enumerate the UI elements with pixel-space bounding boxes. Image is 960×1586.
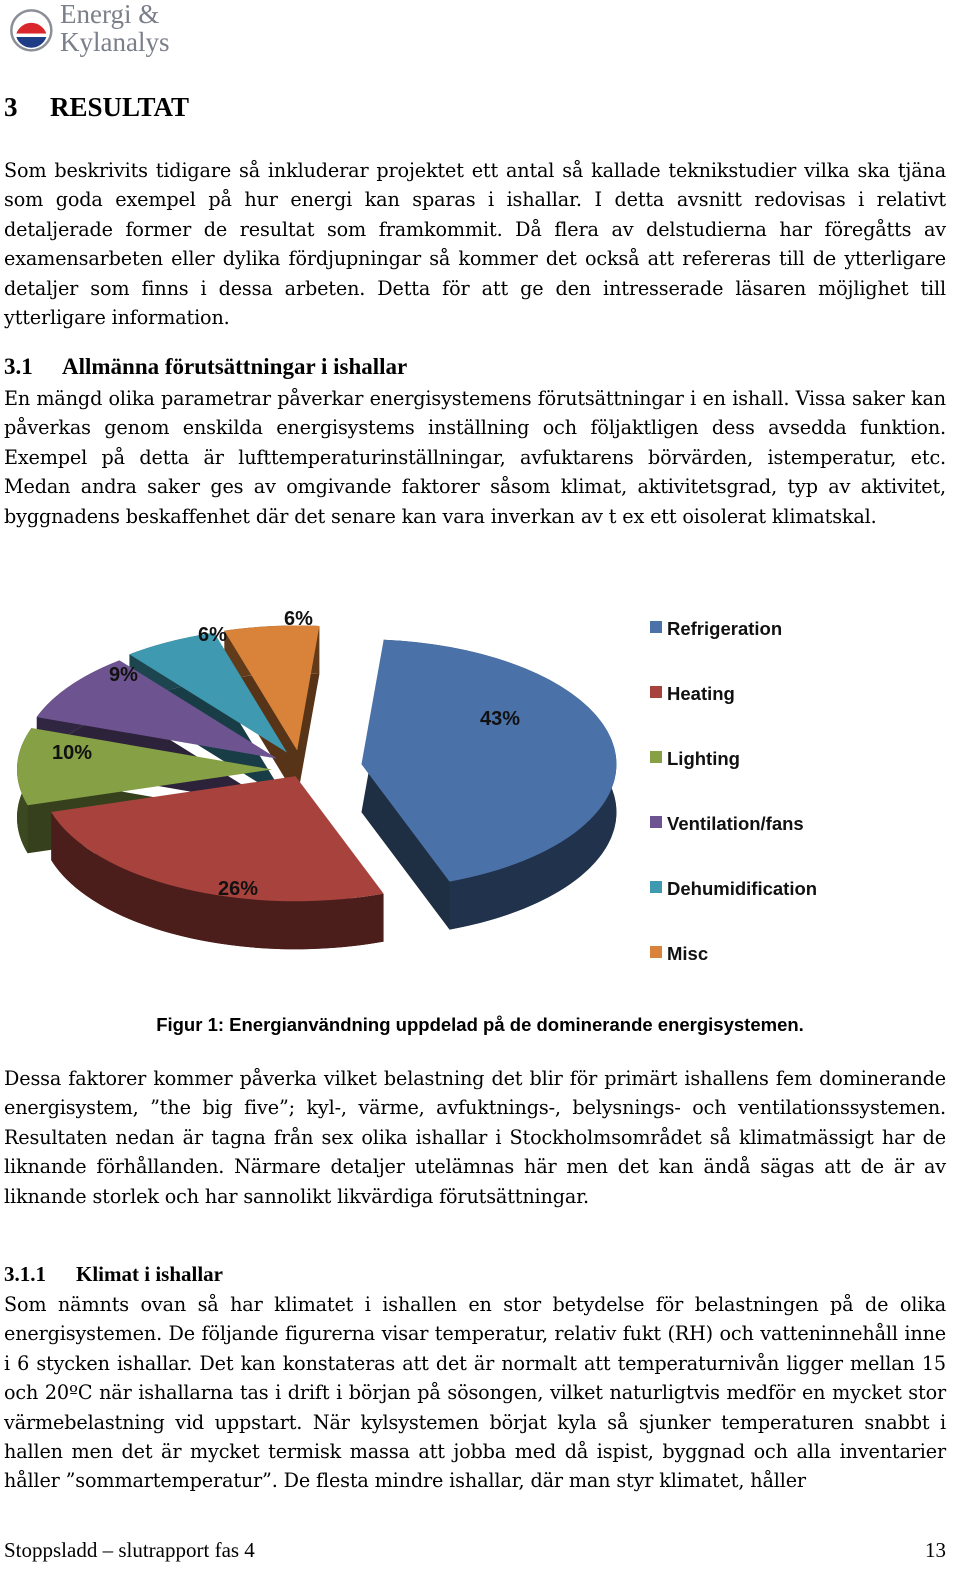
legend-label: Misc	[667, 943, 709, 964]
pie-data-label: 26%	[218, 878, 259, 900]
section-title: RESULTAT	[50, 92, 190, 122]
legend-swatch	[650, 816, 662, 828]
company-logo	[8, 2, 58, 62]
section-heading	[4, 92, 189, 123]
pie-data-label: 6%	[284, 608, 313, 630]
subsubsection-paragraph: Som nämnts ovan så har klimatet i ishallen en stor betydelse för belastningen på de olika energisystemen. De följande figurerna visar temperatur, relativ fukt (RH) och vatteninnehåll inne i 6 stycken ishallar. Det kan konstateras att det är normalt att temperaturnivån ligger mellan 15 och 20ºC när ishallarna tas i drift i början på sösongen, vilket naturligtvis medför en mycket stor värmebelastning vid uppstart. När kylsystemen börjat kyla så sjunker temperaturen snabbt i hallen men det är mycket termisk massa att jobba med då ispist, byggnad och alla inventarier håller ”sommartemperatur”. De flesta mindre ishallar, där man styr klimatet, håller	[4, 1293, 946, 1493]
legend-swatch	[650, 881, 662, 893]
page-number: 13	[925, 1538, 946, 1562]
subsection-heading	[4, 354, 407, 380]
figure-caption: Figur 1: Energianvändning uppdelad på de dominerande energisystemen.	[156, 1014, 804, 1035]
pie-data-label: 43%	[480, 708, 521, 730]
legend-label: Ventilation/fans	[667, 813, 804, 834]
legend-label: Heating	[667, 683, 735, 704]
pie-data-label: 6%	[198, 624, 227, 646]
subsection-paragraph-2: Dessa faktorer kommer påverka vilket belastning det blir för primärt ishallens fem dominerande energisystem, ”the big five”; kyl-, värme, avfuktnings-, belysnings- och ventilationssystemen. Resultaten nedan är tagna från sex olika ishallar i Stockholmsområdet så klimatmässigt har de liknande förhållanden. Närmare detaljer utelämnas här men det kan ändå sägas att de är av liknande storlek och har sannolikt likvärdiga förutsättningar.	[4, 1067, 946, 1208]
energy-pie-chart	[0, 585, 960, 1015]
legend-swatch	[650, 946, 662, 958]
subsubsection-number: 3.1.1	[4, 1262, 46, 1286]
legend-swatch	[650, 621, 662, 633]
legend-label: Dehumidification	[667, 878, 818, 899]
subsection-number: 3.1	[4, 354, 33, 379]
legend-label: Lighting	[667, 748, 740, 769]
subsubsection-heading	[4, 1262, 223, 1287]
pie-data-label: 9%	[109, 664, 138, 686]
section-number: 3	[4, 92, 18, 122]
legend-label: Refrigeration	[667, 618, 783, 639]
legend-swatch	[650, 751, 662, 763]
footer-report-title: Stoppsladd – slutrapport fas 4	[4, 1538, 255, 1562]
section-intro-paragraph: Som beskrivits tidigare så inkluderar projektet ett antal så kallade teknikstudier vilka ska tjäna som goda exempel på hur energi kan sparas i ishallar. I detta avsnitt redovisas i relativt detaljerade former de resultat som framkommit. Då flera av delstudierna har föregåtts av examensarbeten eller dylika fördjupningar så kommer det också att refereras till de ytterligare detaljer som finns i dessa arbeten. Detta för att ge den intresserade läsaren möjlighet till ytterligare information.	[4, 159, 946, 330]
pie-data-label: 10%	[52, 742, 93, 764]
subsection-paragraph-1: En mängd olika parametrar påverkar energisystemens förutsättningar i en ishall. Vissa saker kan påverkas genom enskilda energisystems inställning och följaktligen dess avsedda funktion. Exempel på detta är lufttemperaturinställningar, avfuktarens börvärden, istemperatur, etc. Medan andra saker ges av omgivande faktorer såsom klimat, aktivitetsgrad, typ av aktivitet, byggnadens beskaffenhet där det senare kan vara inverkan av t ex ett oisolerat klimatskal.	[4, 387, 946, 528]
subsubsection-title: Klimat i ishallar	[76, 1262, 223, 1286]
subsection-title: Allmänna förutsättningar i ishallar	[62, 354, 408, 379]
logo-wordmark: Energi & Kylanalys	[60, 0, 170, 57]
legend-swatch	[650, 686, 662, 698]
